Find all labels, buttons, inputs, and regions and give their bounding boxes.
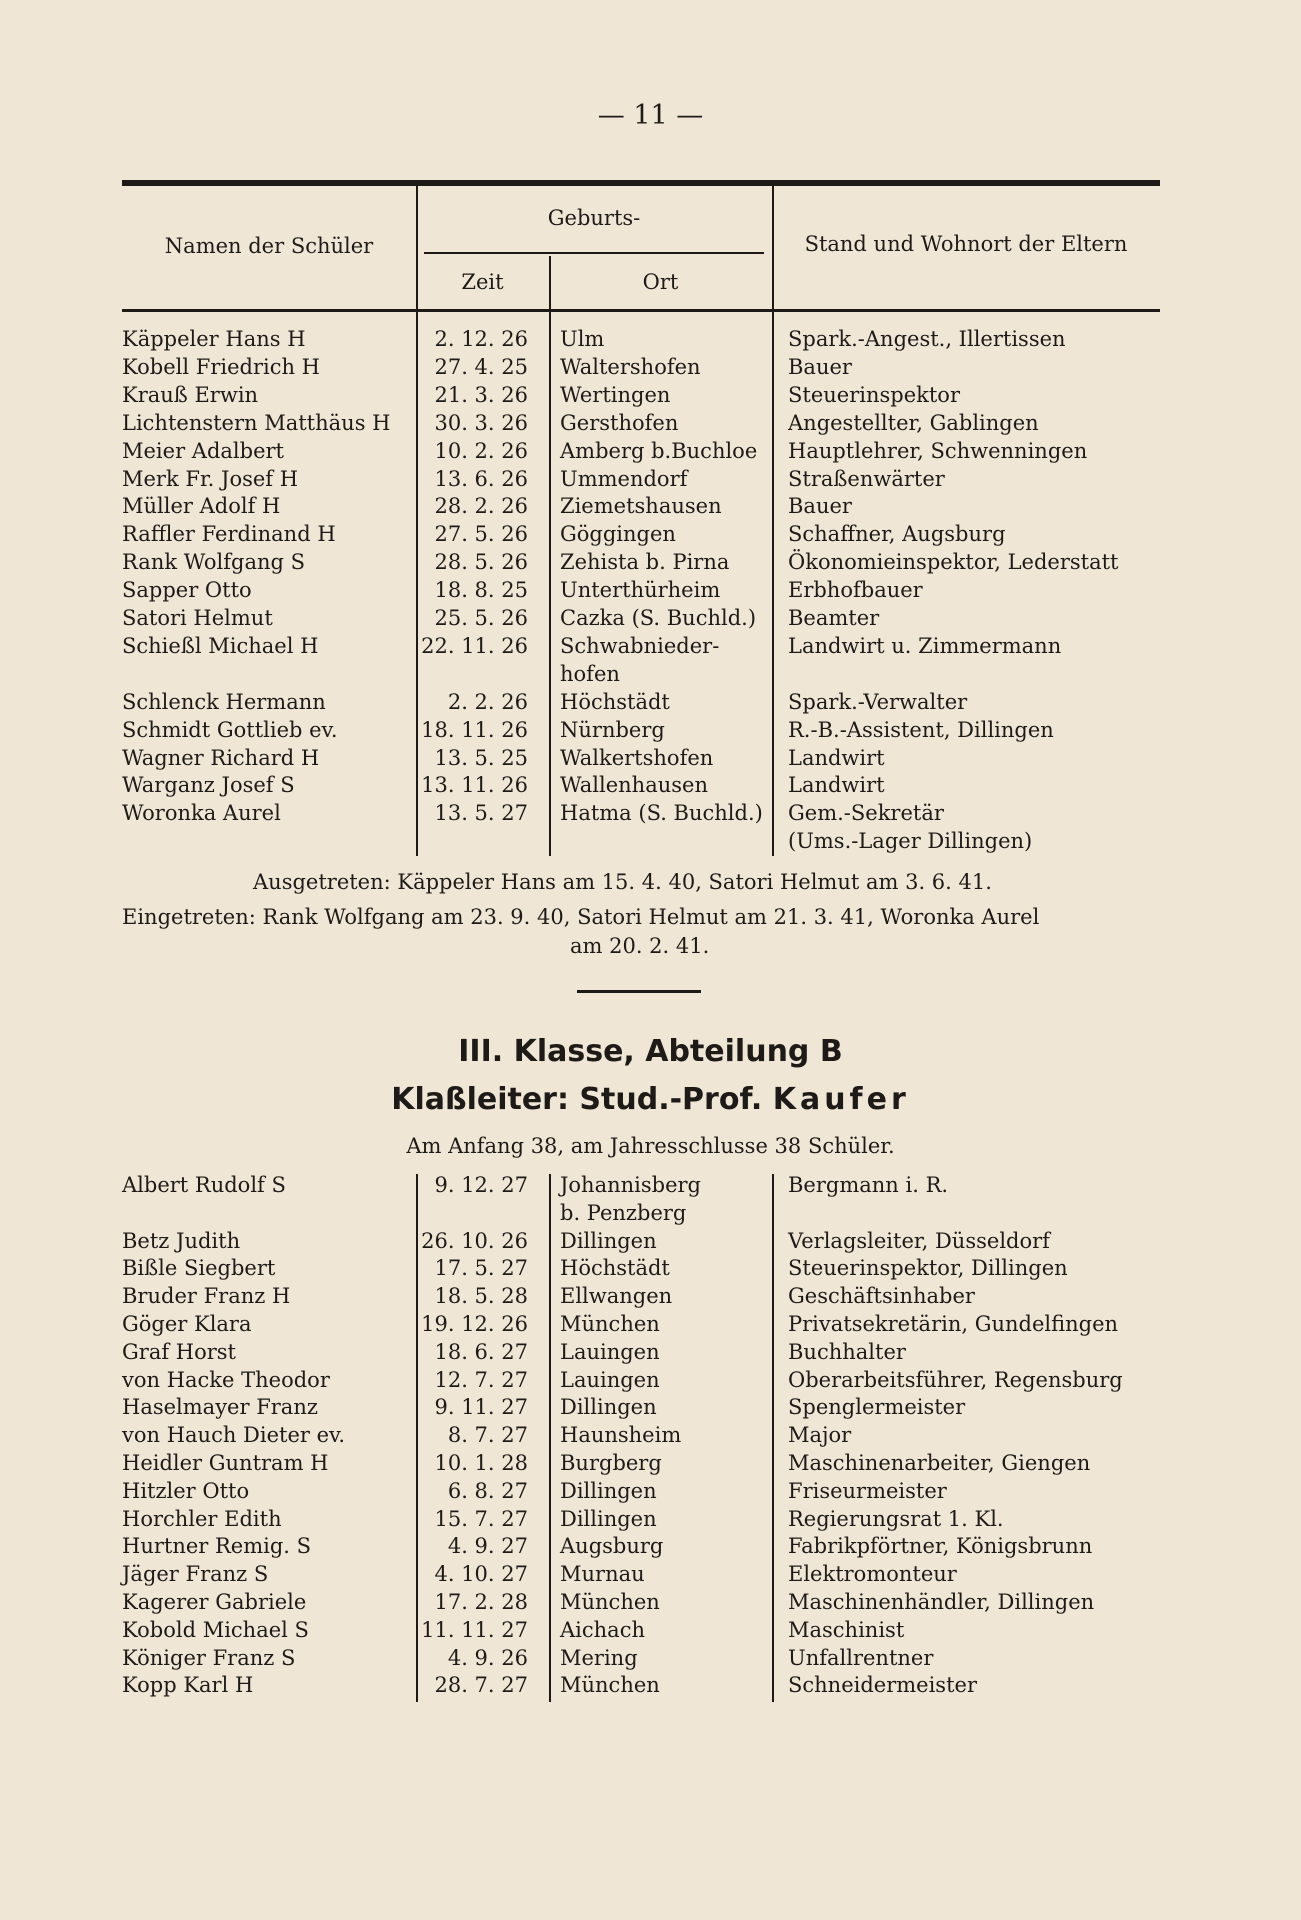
parent-info: (Ums.-Lager Dillingen): [788, 829, 1033, 854]
table-row: [0, 660, 1301, 688]
header-parents: Stand und Wohnort der Eltern: [804, 232, 1128, 256]
birth-place: Lauingen: [560, 1339, 660, 1364]
parent-info: Friseurmeister: [788, 1478, 947, 1503]
student-name: Krauß Erwin: [122, 382, 259, 407]
table-row: [0, 548, 1301, 576]
table-row: [0, 1310, 1301, 1338]
birth-date: 9. 11. 27: [434, 1395, 528, 1420]
student-name: Müller Adolf H: [122, 494, 281, 519]
student-name: Satori Helmut: [122, 606, 273, 630]
parent-info: Fabrikpförtner, Königsbrunn: [788, 1534, 1093, 1559]
table-row: [0, 1644, 1301, 1672]
table-row: [0, 1532, 1301, 1560]
student-name: Albert Rudolf S: [122, 1173, 286, 1197]
student-name: Hurtner Remig. S: [122, 1534, 312, 1559]
birth-date: 2. 2. 26: [447, 689, 528, 714]
birth-place: Wertingen: [560, 382, 671, 407]
birth-place: Ziemetshausen: [560, 494, 722, 519]
student-name: Horchler Edith: [122, 1506, 282, 1531]
table-row: [0, 1227, 1301, 1255]
parent-info: Schneidermeister: [788, 1673, 977, 1698]
birth-date: 4. 9. 27: [447, 1534, 528, 1559]
table-row: [0, 1477, 1301, 1505]
birth-date: 12. 7. 27: [434, 1367, 528, 1392]
birth-place: Ulm: [560, 327, 605, 351]
birth-place: München: [560, 1673, 660, 1698]
section-title: III. Klasse, Abteilung B: [458, 1034, 843, 1069]
birth-date: 6. 8. 27: [447, 1478, 528, 1503]
student-name: Haselmayer Franz: [122, 1395, 318, 1420]
parent-info: Privatsekretärin, Gundelfingen: [788, 1312, 1119, 1336]
birth-date: 18. 5. 28: [434, 1284, 528, 1309]
birth-date: 4. 10. 27: [434, 1562, 528, 1587]
student-name: von Hacke Theodor: [122, 1367, 330, 1392]
table-row: [0, 381, 1301, 409]
student-name: Raffler Ferdinand H: [122, 522, 336, 547]
birth-place: Höchstädt: [560, 1256, 670, 1281]
parent-info: Maschinenhändler, Dillingen: [788, 1590, 1095, 1614]
birth-date: 17. 2. 28: [434, 1590, 528, 1614]
student-name: Schießl Michael H: [122, 633, 319, 658]
birth-date: 28. 5. 26: [434, 550, 528, 575]
header-time: Zeit: [461, 270, 504, 294]
birth-place: Dillingen: [560, 1506, 657, 1531]
header-birth: Geburts-: [547, 206, 641, 230]
birth-date: 21. 3. 26: [434, 382, 528, 407]
parent-info: Oberarbeitsführer, Regensburg: [788, 1367, 1123, 1392]
table-row: [0, 1338, 1301, 1366]
table-row: [0, 1393, 1301, 1421]
student-name: Wagner Richard H: [122, 745, 320, 770]
birth-place: Dillingen: [560, 1478, 657, 1503]
table-top-rule: [122, 180, 1160, 186]
table-row: [0, 1588, 1301, 1616]
student-name: Lichtenstern Matthäus H: [122, 410, 391, 435]
birth-date: 28. 7. 27: [434, 1673, 528, 1698]
parent-info: Erbhofbauer: [788, 578, 923, 603]
parent-info: Spark.-Angest., Illertissen: [788, 327, 1066, 351]
table-row: [0, 604, 1301, 632]
birth-place: Zehista b. Pirna: [560, 550, 730, 575]
table-row: [0, 353, 1301, 381]
table-row: [0, 771, 1301, 799]
note-entered: Eingetreten: Rank Wolfgang am 23. 9. 40, Satori Helmut am 21. 3. 41, Woronka Aurel: [122, 905, 1040, 929]
birth-date: 25. 5. 26: [434, 606, 528, 630]
student-name: Hitzler Otto: [122, 1478, 250, 1503]
student-name: Königer Franz S: [122, 1645, 296, 1670]
parent-info: Elektromonteur: [788, 1562, 957, 1587]
parent-info: Buchhalter: [788, 1339, 906, 1364]
header-place: Ort: [642, 270, 679, 294]
birth-place: Wallenhausen: [560, 773, 708, 798]
parent-info: Spark.-Verwalter: [788, 689, 968, 714]
student-name: Meier Adalbert: [122, 438, 284, 463]
header-names: Namen der Schüler: [164, 234, 374, 258]
birth-place: Amberg b.Buchloe: [560, 438, 758, 463]
table-row: [0, 1171, 1301, 1199]
parent-info: Major: [788, 1423, 852, 1448]
birth-place: b. Penzberg: [560, 1200, 687, 1225]
parent-info: Bergmann i. R.: [788, 1173, 949, 1197]
student-name: Käppeler Hans H: [122, 327, 306, 351]
birth-date: 30. 3. 26: [434, 410, 528, 435]
table-row: [0, 799, 1301, 827]
table-row: [0, 1505, 1301, 1533]
student-name: Kobell Friedrich H: [122, 354, 320, 379]
table-row: [0, 632, 1301, 660]
birth-place: Ellwangen: [560, 1284, 673, 1309]
parent-info: Schaffner, Augsburg: [788, 522, 1006, 547]
parent-info: Landwirt: [788, 773, 885, 798]
table-row: [0, 437, 1301, 465]
table-row: [0, 716, 1301, 744]
birth-date: 13. 5. 27: [434, 801, 528, 826]
parent-info: Steuerinspektor, Dillingen: [788, 1256, 1068, 1281]
birth-place: München: [560, 1312, 660, 1336]
student-name: Rank Wolfgang S: [122, 550, 306, 575]
birth-place: Haunsheim: [560, 1423, 682, 1448]
birth-place: Augsburg: [560, 1534, 664, 1559]
section-divider: [577, 990, 701, 993]
parent-info: Angestellter, Gablingen: [788, 410, 1039, 435]
student-counts: Am Anfang 38, am Jahresschlusse 38 Schüler.: [406, 1134, 895, 1158]
parent-info: Geschäftsinhaber: [788, 1284, 975, 1309]
birth-place: Schwabnieder-: [560, 633, 720, 658]
student-name: Merk Fr. Josef H: [122, 466, 299, 491]
birth-date: 19. 12. 26: [421, 1312, 528, 1336]
parent-info: Spenglermeister: [788, 1395, 966, 1420]
table-row: [0, 409, 1301, 437]
birth-place: Johannisberg: [560, 1173, 702, 1197]
birth-date: 9. 12. 27: [434, 1173, 528, 1197]
table-row: [0, 827, 1301, 855]
student-name: Bruder Franz H: [122, 1284, 291, 1309]
birth-date: 18. 8. 25: [434, 578, 528, 603]
table-row: [0, 1282, 1301, 1310]
student-name: Graf Horst: [122, 1339, 236, 1364]
table-row: [0, 1671, 1301, 1699]
birth-date: 10. 1. 28: [434, 1451, 528, 1475]
parent-info: Verlagsleiter, Düsseldorf: [788, 1228, 1050, 1253]
student-name: Schmidt Gottlieb ev.: [122, 717, 338, 742]
parent-info: Maschinist: [788, 1617, 905, 1642]
birth-date: 15. 7. 27: [434, 1506, 528, 1531]
birth-place: Dillingen: [560, 1228, 657, 1253]
birth-place: Göggingen: [560, 522, 676, 547]
birth-place: Cazka (S. Buchld.): [560, 606, 757, 630]
parent-info: Ökonomieinspektor, Lederstatt: [788, 550, 1119, 575]
parent-info: Gem.-Sekretär: [788, 801, 944, 826]
parent-info: Steuerinspektor: [788, 382, 960, 407]
birth-place: Lauingen: [560, 1367, 660, 1392]
birth-date: 13. 6. 26: [434, 466, 528, 491]
table-row: [0, 576, 1301, 604]
birth-date: 22. 11. 26: [421, 633, 528, 658]
birth-place: Burgberg: [560, 1451, 662, 1475]
table-row: [0, 1449, 1301, 1477]
birth-date: 28. 2. 26: [434, 494, 528, 519]
birth-place: Walkertshofen: [560, 745, 714, 770]
parent-info: Bauer: [788, 494, 852, 519]
student-name: Jäger Franz S: [122, 1562, 269, 1587]
birth-date: 10. 2. 26: [434, 438, 528, 463]
birth-date: 18. 6. 27: [434, 1339, 528, 1364]
note-left: Ausgetreten: Käppeler Hans am 15. 4. 40, Satori Helmut am 3. 6. 41.: [253, 870, 992, 894]
parent-info: Regierungsrat 1. Kl.: [788, 1506, 1004, 1531]
birth-place: Höchstädt: [560, 689, 670, 714]
table-row: [0, 1421, 1301, 1449]
parent-info: R.-B.-Assistent, Dillingen: [788, 717, 1054, 742]
birth-date: 11. 11. 27: [421, 1617, 528, 1642]
table-row: [0, 688, 1301, 716]
student-name: von Hauch Dieter ev.: [122, 1423, 346, 1448]
table-row: [0, 1616, 1301, 1644]
student-name: Kagerer Gabriele: [122, 1590, 307, 1614]
birth-date: 13. 5. 25: [434, 745, 528, 770]
student-name: Schlenck Hermann: [122, 689, 326, 714]
parent-info: Landwirt: [788, 745, 885, 770]
class-leader-label: Klaßleiter: Stud.-Prof.: [391, 1082, 763, 1117]
birth-date: 27. 4. 25: [434, 354, 528, 379]
student-name: Sapper Otto: [122, 578, 252, 603]
parent-info: Maschinenarbeiter, Giengen: [788, 1451, 1091, 1475]
student-name: Betz Judith: [122, 1228, 241, 1253]
parent-info: Landwirt u. Zimmermann: [788, 633, 1062, 658]
birth-date: 26. 10. 26: [421, 1228, 528, 1253]
student-name: Woronka Aurel: [122, 801, 281, 826]
note-entered-cont: am 20. 2. 41.: [570, 934, 710, 958]
table-row: [0, 1366, 1301, 1394]
birth-place: Mering: [560, 1645, 638, 1670]
table-row: [0, 1254, 1301, 1282]
birth-date: 27. 5. 26: [434, 522, 528, 547]
parent-info: Unfallrentner: [788, 1645, 934, 1670]
table-row: [0, 325, 1301, 353]
table-row: [0, 1199, 1301, 1227]
birth-date: 8. 7. 27: [447, 1423, 528, 1448]
student-name: Warganz Josef S: [122, 773, 295, 798]
parent-info: Bauer: [788, 354, 852, 379]
birth-date: 2. 12. 26: [434, 327, 528, 351]
header-bottom-rule: [122, 309, 1160, 312]
student-name: Bißle Siegbert: [122, 1256, 276, 1281]
parent-info: Straßenwärter: [788, 466, 945, 491]
birth-place: Waltershofen: [560, 354, 701, 379]
birth-place: hofen: [560, 661, 620, 686]
student-name: Göger Klara: [122, 1312, 252, 1336]
page-number: — 11 —: [597, 100, 704, 131]
birth-date: 18. 11. 26: [421, 717, 528, 742]
birth-place: Dillingen: [560, 1395, 657, 1420]
birth-place: Gersthofen: [560, 410, 679, 435]
table-row: [0, 492, 1301, 520]
header-sub-rule: [424, 252, 764, 254]
student-name: Kopp Karl H: [122, 1673, 254, 1698]
birth-place: Nürnberg: [560, 717, 665, 742]
table-row: [0, 465, 1301, 493]
birth-date: 13. 11. 26: [421, 773, 528, 798]
table-row: [0, 744, 1301, 772]
birth-place: Unterthürheim: [560, 578, 721, 603]
parent-info: Hauptlehrer, Schwenningen: [788, 438, 1088, 463]
student-name: Kobold Michael S: [122, 1617, 309, 1642]
student-name: Heidler Guntram H: [122, 1451, 329, 1475]
table-row: [0, 1560, 1301, 1588]
class-leader: [0, 1082, 1301, 1117]
birth-date: 17. 5. 27: [434, 1256, 528, 1281]
birth-date: 4. 9. 26: [447, 1645, 528, 1670]
table-row: [0, 520, 1301, 548]
birth-place: Murnau: [560, 1562, 645, 1587]
parent-info: Beamter: [788, 606, 880, 630]
birth-place: München: [560, 1590, 660, 1614]
class-leader-name: Kaufer: [772, 1082, 910, 1117]
birth-place: Aichach: [560, 1617, 645, 1642]
birth-place: Ummendorf: [560, 466, 688, 491]
birth-place: Hatma (S. Buchld.): [560, 801, 763, 826]
